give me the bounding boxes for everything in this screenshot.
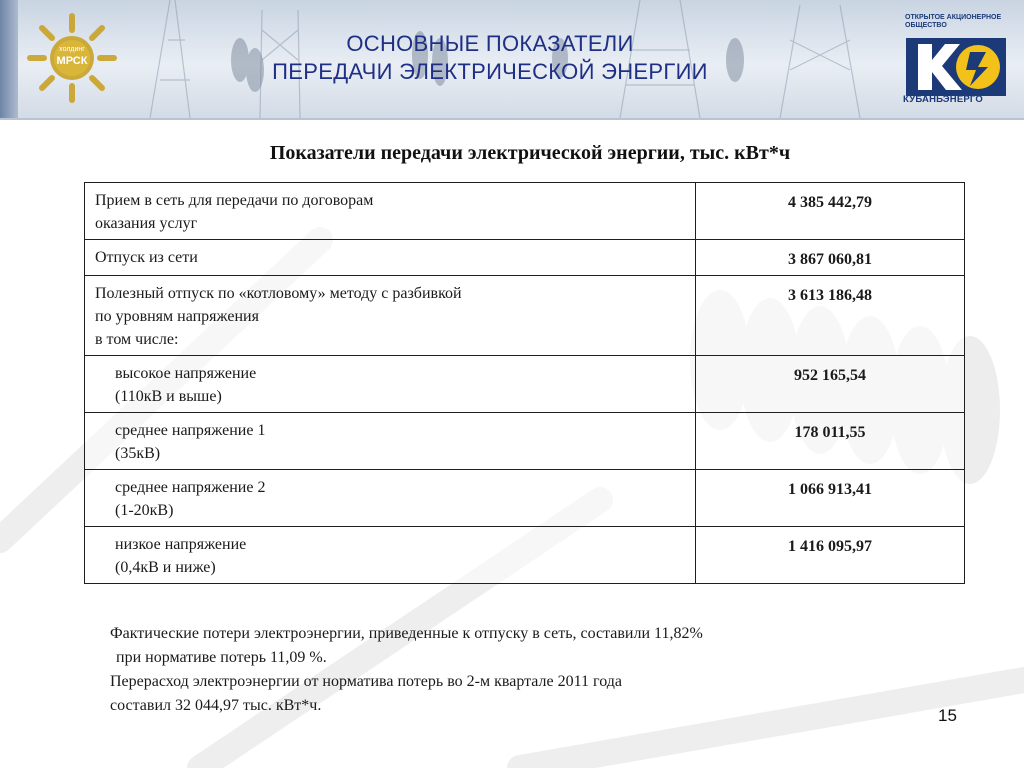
indicators-table xyxy=(84,182,965,584)
row-label-line: Полезный отпуск по «котловому» методу с разбивкой xyxy=(95,285,462,302)
row-label-line: низкое напряжение xyxy=(115,536,247,553)
row-label-line: в том числе: xyxy=(95,331,179,348)
row-label-line: среднее напряжение 2 xyxy=(115,479,266,496)
row-label-line: (35кВ) xyxy=(115,445,161,462)
row-value: 1 416 095,97 xyxy=(696,527,965,584)
row-label xyxy=(85,527,696,584)
table-row xyxy=(85,413,965,470)
svg-text:холдинг: холдинг xyxy=(59,46,85,53)
indicators-table-body xyxy=(85,183,965,584)
row-label-line: (1-20кВ) xyxy=(115,502,174,519)
row-label-line: по уровням напряжения xyxy=(95,308,259,325)
row-label xyxy=(85,183,696,240)
table-row xyxy=(85,356,965,413)
table-row xyxy=(85,276,965,356)
header-left-accent xyxy=(0,0,18,118)
row-label xyxy=(85,413,696,470)
row-label-line: (0,4кВ и ниже) xyxy=(115,559,216,576)
row-label-line: оказания услуг xyxy=(95,215,198,232)
row-label-line: (110кВ и выше) xyxy=(115,388,222,405)
footer-line-1: Фактические потери электроэнергии, приведенные к отпуску в сеть, составили 11,82% xyxy=(110,625,703,642)
table-title: Показатели передачи электрической энергии, тыс. кВт*ч xyxy=(269,142,791,164)
footer-line-3: Перерасход электроэнергии от норматива потерь во 2-м квартале 2011 года xyxy=(110,673,622,690)
row-value: 3 613 186,48 xyxy=(696,276,965,356)
row-label xyxy=(85,240,696,276)
svg-text:МРСК: МРСК xyxy=(56,55,88,67)
footer-line-4: составил 32 044,97 тыс. кВт*ч. xyxy=(110,697,322,714)
row-label xyxy=(85,470,696,527)
row-label-line: Отпуск из сети xyxy=(95,249,198,266)
table-row xyxy=(85,183,965,240)
page-number: 15 xyxy=(938,706,957,725)
footer-notes xyxy=(110,622,930,718)
row-label-line: Прием в сеть для передачи по договорам xyxy=(95,192,374,209)
row-value: 952 165,54 xyxy=(696,356,965,413)
kubanenergo-name: КУБАНЬЭНЕРГО xyxy=(903,94,983,105)
row-value: 178 011,55 xyxy=(696,413,965,470)
slide-header xyxy=(0,0,1024,120)
row-value: 4 385 442,79 xyxy=(696,183,965,240)
slide-title xyxy=(190,30,790,86)
table-row xyxy=(85,240,965,276)
row-label xyxy=(85,276,696,356)
row-value: 1 066 913,41 xyxy=(696,470,965,527)
table-row xyxy=(85,470,965,527)
slide-title-line-1: ОСНОВНЫЕ ПОКАЗАТЕЛИ xyxy=(346,31,634,56)
row-value: 3 867 060,81 xyxy=(696,240,965,276)
kubanenergo-caption: ОТКРЫТОЕ АКЦИОНЕРНОЕ ОБЩЕСТВО xyxy=(905,14,1002,29)
mrsk-holding-logo xyxy=(22,8,122,108)
slide-title-line-2: ПЕРЕДАЧИ ЭЛЕКТРИЧЕСКОЙ ЭНЕРГИИ xyxy=(272,59,708,84)
row-label xyxy=(85,356,696,413)
row-label-line: высокое напряжение xyxy=(115,365,257,382)
row-label-line: среднее напряжение 1 xyxy=(115,422,266,439)
table-row xyxy=(85,527,965,584)
footer-line-2: при нормативе потерь 11,09 %. xyxy=(116,649,327,666)
